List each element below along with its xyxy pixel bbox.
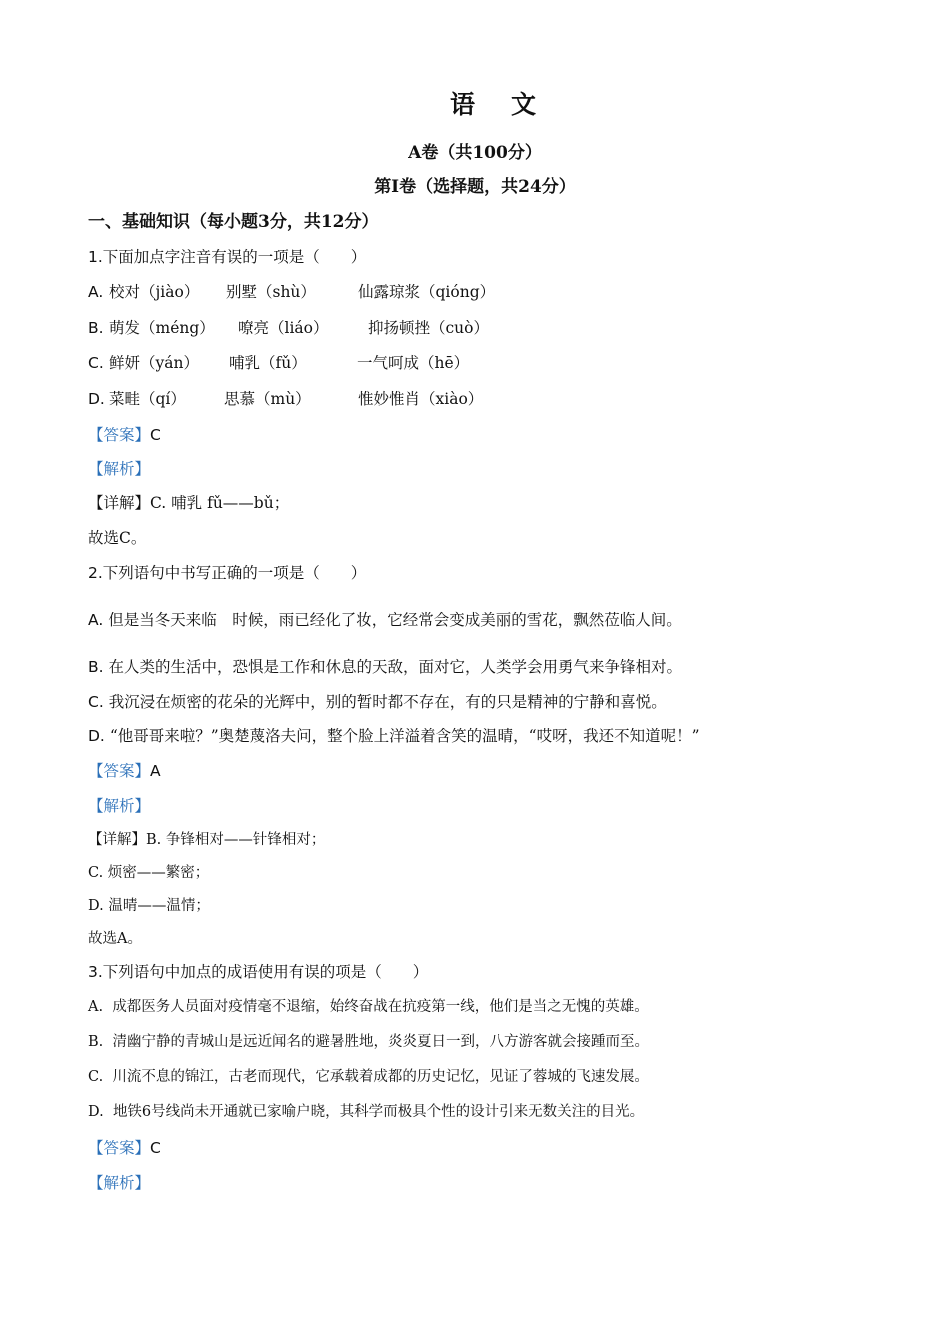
question-2-detail: D. 温晴——温情； xyxy=(88,898,210,914)
page-title: 语文 xyxy=(449,90,572,119)
option-item: 哺乳（fǔ） xyxy=(229,354,307,372)
answer-tag: 【答案】 xyxy=(88,762,151,780)
option-item: 别墅（shù） xyxy=(226,283,316,301)
question-number: 3. xyxy=(88,963,103,981)
option-item: 鲜妍（yán） xyxy=(109,354,199,372)
question-1-answer xyxy=(88,425,161,445)
option-text: 但是当冬天来临 时候，雨已经化了妆，它经常会变成美丽的雪花，飘然莅临人间。 xyxy=(108,611,682,629)
option-text: 我沉浸在烦密的花朵的光辉中，别的暂时都不存在，有的只是精神的宁静和喜悦。 xyxy=(108,693,667,711)
option-label: C. xyxy=(88,354,104,372)
option-item: 惟妙惟肖（xiào） xyxy=(358,390,484,408)
option-label: B. xyxy=(88,1034,104,1050)
option-label: C. xyxy=(88,1069,104,1085)
question-text: 下面加点字注音有误的一项是（ ） xyxy=(102,248,367,266)
option-text: 成都医务人员面对疫情毫不退缩，始终奋战在抗疫第一线，他们是当之无愧的英雄。 xyxy=(112,999,649,1015)
question-2-option-d xyxy=(88,726,700,746)
question-text: 下列语句中加点的成语使用有误的项是（ ） xyxy=(102,963,429,981)
option-label: D. xyxy=(88,1104,104,1120)
option-item: 校对（jiào） xyxy=(109,283,200,301)
question-2-option-a xyxy=(88,610,682,630)
option-label: B. xyxy=(88,658,104,676)
question-1-analysis-tag: 【解析】 xyxy=(88,460,151,478)
option-text: 在人类的生活中，恐惧是工作和休息的天敌，面对它，人类学会用勇气来争锋相对。 xyxy=(108,658,683,676)
question-2-analysis-tag: 【解析】 xyxy=(88,797,151,815)
question-text: 下列语句中书写正确的一项是（ ） xyxy=(102,564,367,582)
option-item: 萌发（méng） xyxy=(109,319,215,337)
option-item: 仙露琼浆（qióng） xyxy=(358,283,496,301)
question-2-answer xyxy=(88,761,161,781)
option-label: D. xyxy=(88,390,105,408)
option-label: A. xyxy=(88,283,104,301)
question-3-answer xyxy=(88,1138,161,1158)
option-text: “他哥哥来啦？”奥楚蔑洛夫问，整个脸上洋溢着含笑的温晴，“哎呀，我还不知道呢！” xyxy=(109,727,700,745)
option-item: 一气呵成（hē） xyxy=(357,354,470,372)
question-3-option-d xyxy=(88,1102,644,1122)
answer-value: C xyxy=(150,1139,161,1157)
question-3-option-c xyxy=(88,1067,649,1087)
section-heading: 一、基础知识（每小题3分，共12分） xyxy=(88,212,379,232)
option-item: 抑扬顿挫（cuò） xyxy=(368,319,489,337)
option-item: 菜畦（qí） xyxy=(109,390,186,408)
option-item: 思慕（mù） xyxy=(224,390,311,408)
question-number: 2. xyxy=(88,564,103,582)
option-label: C. xyxy=(88,693,104,711)
answer-value: A xyxy=(150,762,161,780)
answer-tag: 【答案】 xyxy=(88,1139,151,1157)
question-2-detail: 【详解】B. 争锋相对——针锋相对； xyxy=(88,832,326,848)
option-text: 地铁6号线尚未开通就已家喻户晓，其科学而极具个性的设计引来无数关注的目光。 xyxy=(112,1104,645,1120)
option-text: 清幽宁静的青城山是远近闻名的避暑胜地，炎炎夏日一到，八方游客就会接踵而至。 xyxy=(112,1034,649,1050)
question-2-detail: C. 烦密——繁密； xyxy=(88,865,210,881)
question-2-option-b xyxy=(88,657,682,677)
question-number: 1. xyxy=(88,248,103,266)
option-label: D. xyxy=(88,727,105,745)
question-3-analysis-tag: 【解析】 xyxy=(88,1174,151,1192)
answer-value: C xyxy=(150,426,161,444)
paper-subtitle-a: A卷（共100分） xyxy=(408,143,542,163)
question-3-stem xyxy=(88,962,428,982)
question-3-option-a xyxy=(88,997,649,1017)
question-2-conclusion: 故选A。 xyxy=(88,931,142,947)
question-1-detail: 【详解】C. 哺乳 fǔ——bǔ； xyxy=(88,494,290,512)
option-label: B. xyxy=(88,319,104,337)
option-label: A. xyxy=(88,611,104,629)
question-3-option-b xyxy=(88,1032,649,1052)
question-1-stem xyxy=(88,247,366,267)
question-2-stem xyxy=(88,563,366,583)
answer-tag: 【答案】 xyxy=(88,426,151,444)
option-label: A. xyxy=(88,999,104,1015)
option-text: 川流不息的锦江，古老而现代，它承载着成都的历史记忆，见证了蓉城的飞速发展。 xyxy=(112,1069,649,1085)
option-item: 嘹亮（liáo） xyxy=(238,319,329,337)
paper-subtitle-part1: 第Ⅰ卷（选择题，共24分） xyxy=(374,177,576,197)
question-1-conclusion: 故选C。 xyxy=(88,529,147,547)
question-2-option-c xyxy=(88,692,667,712)
